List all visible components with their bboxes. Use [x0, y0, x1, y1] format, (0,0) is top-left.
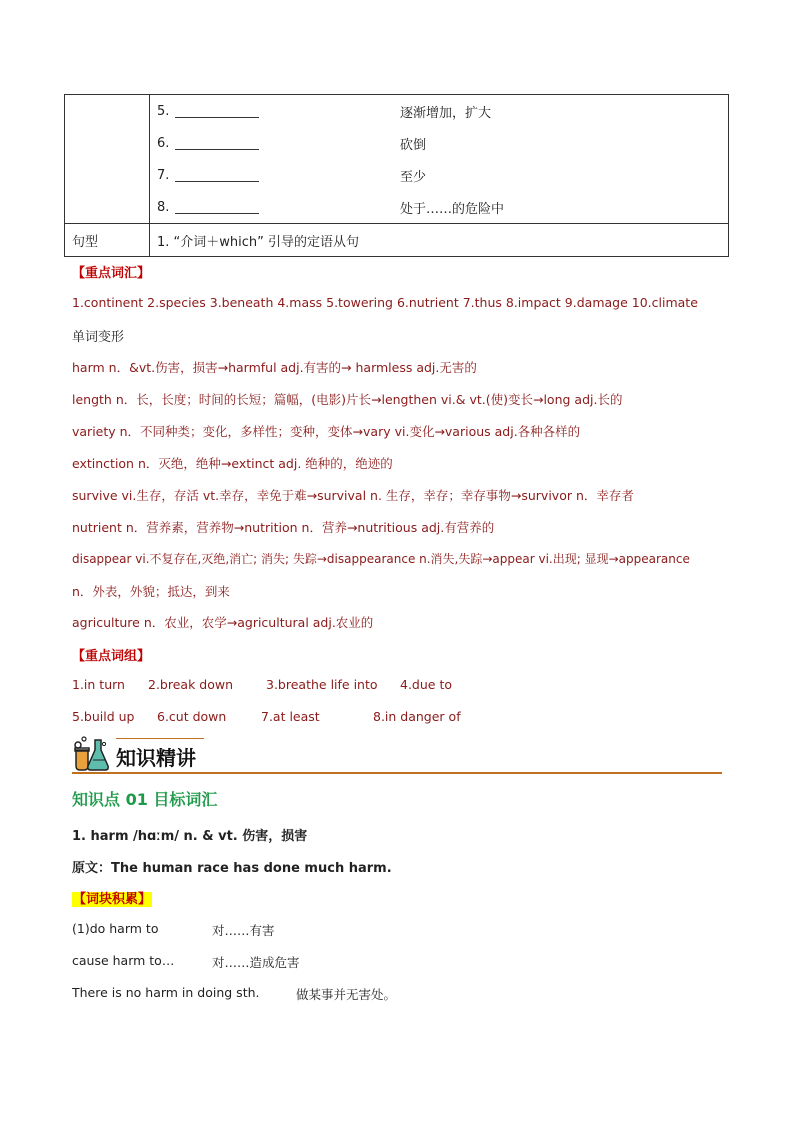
section-rule	[72, 772, 722, 774]
chunk-en: cause harm to…	[72, 953, 175, 968]
table-row	[157, 191, 728, 223]
word-form-line: variety n．不同种类；变化，多样性；变种，变体→vary vi.变化→various adj.各种各样的	[72, 424, 581, 439]
blank-line	[175, 169, 259, 182]
table-empty-cell	[65, 95, 150, 224]
sentence-text: 1. “介词＋which” 引导的定语从句	[150, 224, 729, 257]
blank-line	[175, 105, 259, 118]
section-header	[72, 736, 722, 772]
word-form-line: agriculture n．农业，农学→agricultural adj.农业的	[72, 615, 374, 630]
chunk-zh: 对……造成危害	[212, 955, 300, 970]
key-vocab-list: 1.continent 2.species 3.beneath 4.mass 5.towering 6.nutrient 7.thus 8.impact 9.damage 10.climate	[72, 295, 698, 310]
chunk-zh: 对……有害	[212, 923, 275, 938]
phrase-item: 8.in danger of	[373, 709, 461, 724]
row-meaning: 逐渐增加，扩大	[400, 105, 492, 121]
flask-icon	[72, 736, 112, 772]
chunk-en: There is no harm in doing sth.	[72, 985, 260, 1000]
row-meaning: 处于……的危险中	[400, 201, 505, 217]
table-row	[157, 127, 728, 159]
row-number: 6.	[157, 135, 170, 151]
row-meaning: 至少	[400, 169, 427, 185]
phrase-item: 6.cut down	[157, 709, 227, 724]
phrase-item: 2.break down	[148, 677, 234, 692]
table-row	[157, 95, 728, 127]
word-form-line: n．外表，外貌；抵达，到来	[72, 584, 230, 599]
phrase-item: 4.due to	[400, 677, 452, 692]
section-title: 知识精讲	[116, 746, 196, 770]
key-vocab-heading: 【重点词汇】	[72, 266, 151, 281]
row-meaning: 砍倒	[400, 137, 427, 153]
chunk-en: (1)do harm to	[72, 921, 159, 936]
word-form-line: nutrient n．营养素，营养物→nutrition n．营养→nutritious adj.有营养的	[72, 520, 495, 535]
word-form-line: length n．长，长度；时间的长短；篇幅，(电影)片长→lengthen vi.& vt.(使)变长→long adj.长的	[72, 392, 623, 407]
table-rows-cell	[150, 95, 729, 224]
chunk-zh: 做某事并无害处。	[296, 987, 397, 1002]
table-row	[157, 159, 728, 191]
phrase-item: 5.build up	[72, 709, 135, 724]
vocab-table	[64, 94, 729, 257]
blank-line	[175, 137, 259, 150]
phrase-item: 3.breathe life into	[266, 677, 378, 692]
row-number: 5.	[157, 103, 170, 119]
word-form-line: extinction n．灭绝，绝种→extinct adj. 绝种的，绝迹的	[72, 456, 393, 471]
word-forms-heading: 单词变形	[72, 330, 125, 345]
phrase-item: 7.at least	[261, 709, 320, 724]
knowledge-point-title: 知识点 01 目标词汇	[72, 790, 218, 809]
word-form-line: survive vi.生存，存活 vt.幸存，幸免于难→survival n. 生存，幸存；幸存事物→survivor n．幸存者	[72, 488, 634, 503]
entry-heading: 1. harm /hɑːm/ n. & vt. 伤害，损害	[72, 829, 308, 844]
row-number: 7.	[157, 167, 170, 183]
key-phrases-heading: 【重点词组】	[72, 649, 151, 664]
phrase-item: 1.in turn	[72, 677, 125, 692]
title-top-rule	[116, 738, 204, 739]
word-form-line: disappear vi.不复存在,灭绝,消亡; 消失; 失踪→disappearance n.消失,失踪→appear vi.出现; 显现→appearance	[72, 552, 690, 566]
blank-line	[175, 201, 259, 214]
source-sentence: 原文：The human race has done much harm.	[72, 861, 392, 876]
word-form-line: harm n．&vt.伤害，损害→harmful adj.有害的→ harmless adj.无害的	[72, 360, 477, 375]
sentence-label: 句型	[65, 224, 150, 257]
chunk-badge: 【词块积累】	[73, 892, 152, 907]
row-number: 8.	[157, 199, 170, 215]
